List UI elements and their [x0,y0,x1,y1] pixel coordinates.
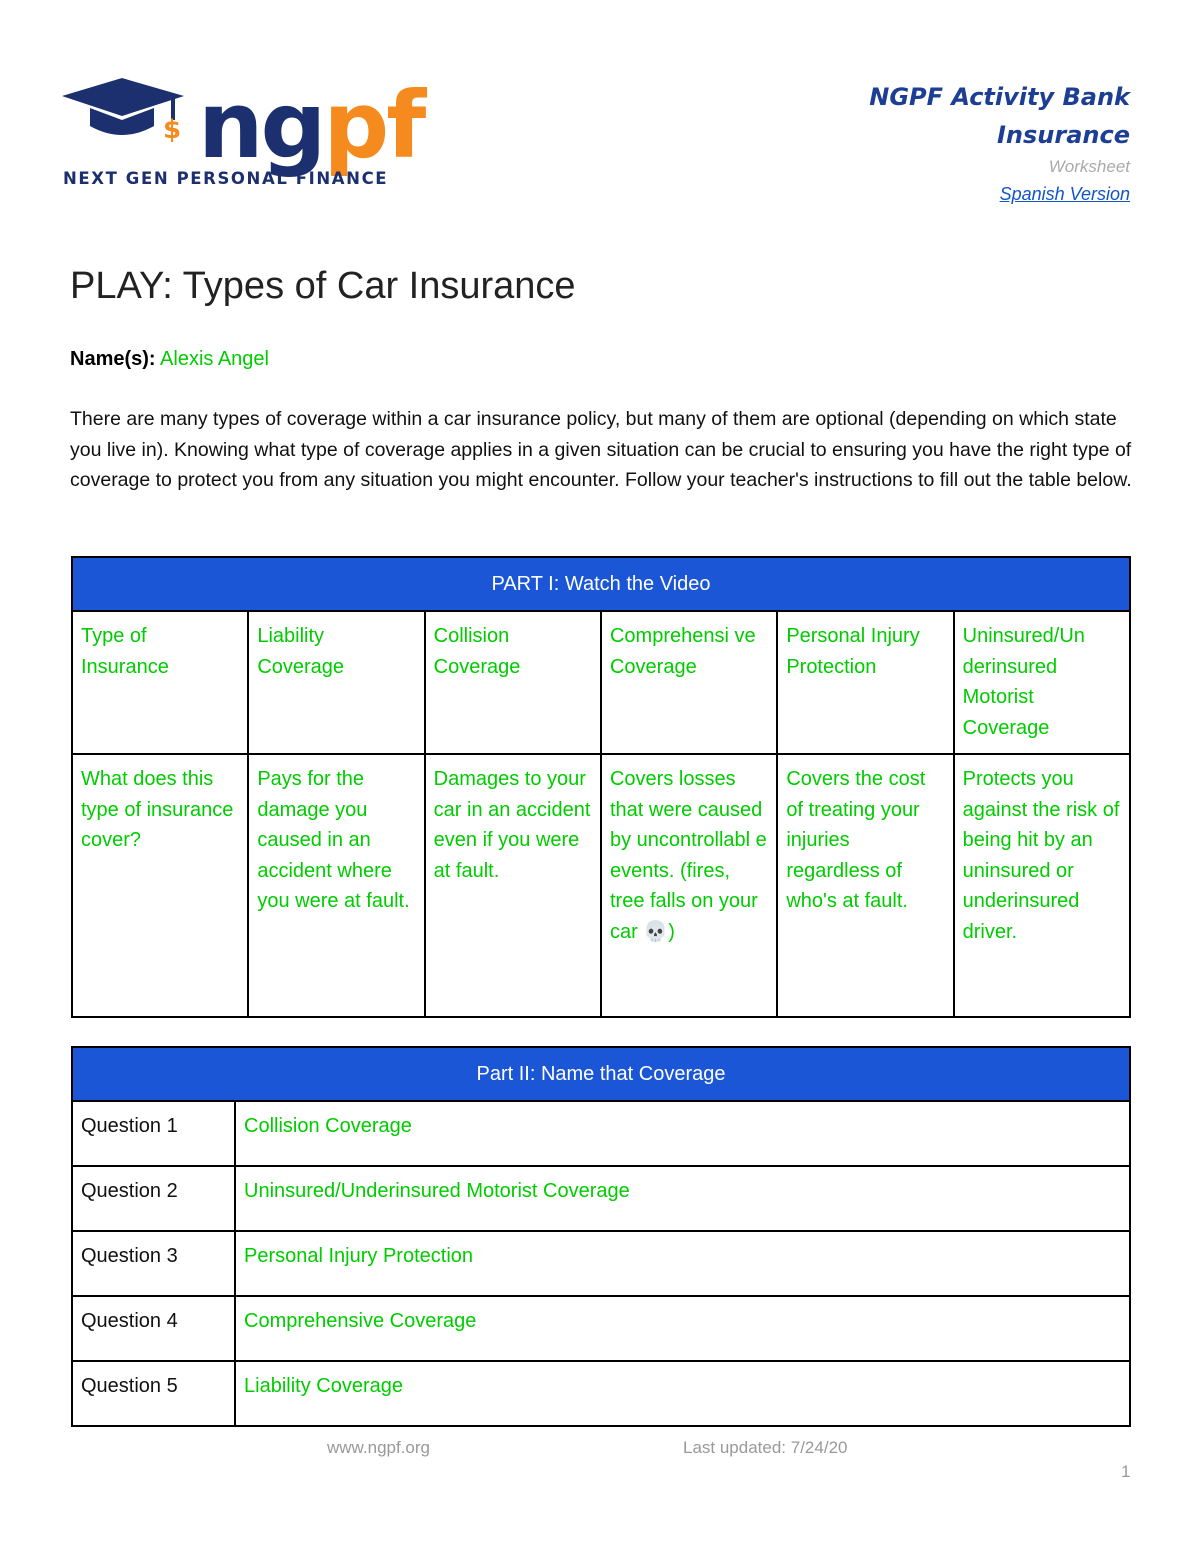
question-label: Question 2 [72,1166,235,1231]
graduation-cap-icon [60,68,195,163]
table-cell[interactable]: Collision Coverage [425,611,601,754]
names-label: Name(s): [70,348,156,370]
page-number: 1 [1121,1462,1131,1481]
ngpf-logo [60,68,424,198]
answer-cell[interactable]: Personal Injury Protection [235,1231,1130,1296]
answer-cell[interactable]: Uninsured/Underinsured Motorist Coverage [235,1166,1130,1231]
part2-header: Part II: Name that Coverage [72,1047,1130,1101]
question-label: Question 3 [72,1231,235,1296]
question-label: Question 5 [72,1361,235,1426]
answer-cell[interactable]: Comprehensive Coverage [235,1296,1130,1361]
table-cell[interactable]: Pays for the damage you caused in an accident where you were at fault. [248,754,424,1017]
table-cell[interactable]: Type of Insurance [72,611,248,754]
table-cell[interactable]: Comprehensi ve Coverage [601,611,777,754]
table-row [72,1231,1130,1296]
logo-wordmark [198,72,424,179]
logo-tagline: NEXT GEN PERSONAL FINANCE [63,169,389,188]
answer-cell[interactable]: Collision Coverage [235,1101,1130,1166]
page-title: PLAY: Types of Car Insurance [70,265,576,307]
table-row [72,1296,1130,1361]
names-line [70,345,269,373]
table-row [72,754,1130,1017]
footer-last-updated: Last updated: 7/24/20 [683,1438,848,1457]
logo-ng: ng [198,72,324,179]
table-row [72,1166,1130,1231]
part1-table [71,556,1131,1018]
table-row [72,1361,1130,1426]
intro-paragraph: There are many types of coverage within a car insurance policy, but many of them are optional (depending on which state you live in). Knowing what type of coverage applies in a given situation can be crucial to ensuring you have the right type of coverage to protect you from any situation you might encounter. Follow your teacher's instructions to fill out the table below. [70,408,1132,491]
names-value[interactable]: Alexis Angel [160,348,269,370]
table-cell[interactable]: What does this type of insurance cover? [72,754,248,1017]
logo-pf: pf [323,72,424,179]
header-info [869,78,1130,208]
table-cell[interactable]: Covers the cost of treating your injuries regardless of who's at fault. [777,754,953,1017]
answer-cell[interactable]: Liability Coverage [235,1361,1130,1426]
spanish-version-link[interactable]: Spanish Version [999,184,1130,204]
question-label: Question 4 [72,1296,235,1361]
question-label: Question 1 [72,1101,235,1166]
table-cell[interactable]: Uninsured/Un derinsured Motorist Coverage [954,611,1130,754]
table-cell[interactable]: Covers losses that were caused by uncontrollabl e events. (fires, tree falls on your car 💀) [601,754,777,1017]
table-row [72,611,1130,754]
footer-url-link[interactable]: www.ngpf.org [327,1438,430,1457]
svg-text:$: $ [163,115,182,145]
worksheet-label: Worksheet [1048,157,1130,176]
table-cell[interactable]: Damages to your car in an accident even if you were at fault. [425,754,601,1017]
table-cell[interactable]: Protects you against the risk of being hit by an uninsured or underinsured driver. [954,754,1130,1017]
part1-header: PART I: Watch the Video [72,557,1130,611]
activity-bank-label: NGPF Activity Bank [869,83,1130,111]
table-row [72,1101,1130,1166]
topic-label: Insurance [996,121,1130,149]
part2-table [71,1046,1131,1427]
table-cell[interactable]: Personal Injury Protection [777,611,953,754]
table-cell[interactable]: Liability Coverage [248,611,424,754]
